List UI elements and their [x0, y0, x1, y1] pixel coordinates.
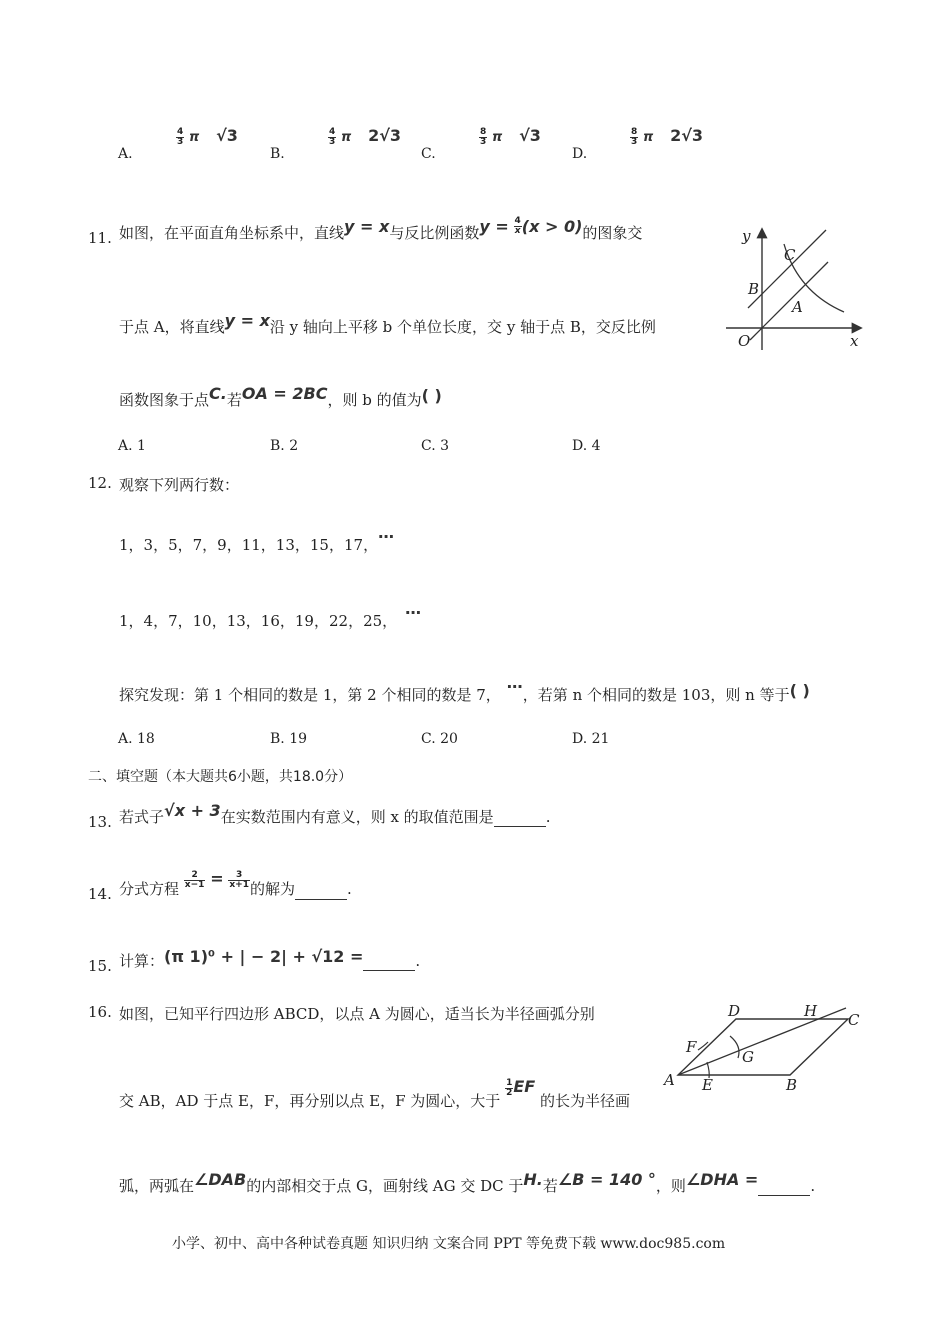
- q11-label-o: O: [738, 332, 751, 350]
- q12-stem: 观察下列两行数：: [119, 476, 240, 494]
- q12-row2: 1，4，7，10，13，16，19，22，25， ⋯: [119, 603, 422, 630]
- q12-option-d: D. 21: [572, 731, 610, 747]
- q10-option-d-math: $\frac{8}{3}$ π 2√3: [631, 126, 704, 147]
- q11-line2: 于点 A，将直线y = x沿 y 轴向上平移 b 个单位长度，交 y 轴于点 B，交反比例: [119, 311, 656, 336]
- q14-answer-blank[interactable]: [295, 885, 347, 900]
- q11-option-b: B. 2: [270, 438, 299, 454]
- q15-number: 15.: [88, 957, 112, 975]
- q11-label-c: C: [784, 246, 796, 264]
- q12-option-a: A. 18: [118, 731, 155, 747]
- q10-option-b-label: B.: [270, 146, 285, 162]
- page-footer: 小学、初中、高中各种试卷真题 知识归纳 文案合同 PPT 等免费下载 www.doc985.com: [172, 1236, 726, 1252]
- q12-option-b: B. 19: [270, 731, 308, 747]
- q11-option-c: C. 3: [421, 438, 450, 454]
- q15-answer-blank[interactable]: [363, 956, 415, 971]
- q11-number: 11.: [88, 229, 112, 247]
- q11-shifted-line: [748, 230, 826, 308]
- q16-figure: [660, 1000, 870, 1095]
- q16-parallelogram: [678, 1019, 848, 1075]
- q12-row1: 1，3，5，7，9，11，13，15，17，⋯: [119, 527, 395, 554]
- q15-text: 计算：(π 1)⁰ + | − 2| + √12 = .: [119, 947, 421, 970]
- q16-label-h: H: [804, 1002, 818, 1020]
- q10-option-d-label: D.: [572, 146, 588, 162]
- q12-question: 探究发现：第 1 个相同的数是 1，第 2 个相同的数是 7， ⋯，若第 n 个相同的数是 103，则 n 等于( ): [119, 677, 810, 704]
- q11-label-y: y: [742, 227, 751, 245]
- q16-arc-g: [730, 1036, 739, 1058]
- q12-number: 12.: [88, 474, 112, 492]
- q13-text: 若式子√x + 3在实数范围内有意义，则 x 的取值范围是 .: [119, 801, 551, 826]
- q16-label-g: G: [742, 1048, 754, 1066]
- q16-label-c: C: [848, 1011, 860, 1029]
- q11-line3: 函数图象于点C.若OA = 2BC，则 b 的值为( ): [119, 384, 442, 409]
- q12-option-c: C. 20: [421, 731, 458, 747]
- q11-option-d: D. 4: [572, 438, 601, 454]
- q16-arc-f: [698, 1042, 708, 1050]
- q10-option-c-math: $\frac{8}{3}$ π √3: [480, 126, 541, 147]
- q11-option-a: A. 1: [118, 438, 146, 454]
- q16-label-f: F: [686, 1038, 697, 1056]
- q16-label-d: D: [728, 1002, 741, 1020]
- q16-answer-blank[interactable]: [758, 1181, 810, 1196]
- q16-line3: 弧，两弧在∠DAB的内部相交于点 G，画射线 AG 交 DC 于H.若∠B = 140 °，则∠DHA = .: [119, 1170, 816, 1195]
- q16-label-a: A: [664, 1071, 675, 1089]
- q10-option-c-label: C.: [421, 146, 436, 162]
- q14-text: 分式方程 $\frac{2}{x-1}$ = $\frac{3}{x+1}$ 的解为 .: [119, 869, 352, 898]
- q10-option-a-math: $\frac{4}{3}$ π √3: [177, 126, 238, 147]
- q16-ray-ag: [678, 1008, 846, 1075]
- q10-option-b-math: $\frac{4}{3}$ π 2√3: [329, 126, 402, 147]
- q16-number: 16.: [88, 1003, 112, 1021]
- q13-number: 13.: [88, 813, 112, 831]
- q13-answer-blank[interactable]: [494, 812, 546, 827]
- q11-label-x: x: [850, 332, 859, 350]
- q10-option-a-label: A.: [118, 146, 133, 162]
- q14-number: 14.: [88, 885, 112, 903]
- q16-label-b: B: [786, 1076, 798, 1094]
- q16-line2: 交 AB，AD 于点 E，F，再分别以点 E，F 为圆心，大于 $\frac{1}{2}$ EF 的长为半径画: [119, 1077, 630, 1110]
- section-2-heading: 二、填空题（本大题共6小题，共18.0分）: [88, 769, 353, 785]
- q16-line1: 如图，已知平行四边形 ABCD，以点 A 为圆心，适当长为半径画弧分别: [119, 1005, 595, 1023]
- q11-figure: [720, 222, 870, 357]
- q11-label-a: A: [792, 298, 803, 316]
- q11-label-b: B: [748, 280, 760, 298]
- q11-line1: 如图，在平面直角坐标系中，直线y = x与反比例函数y = $\frac{4}{x}$ (x > 0)的图象交: [119, 215, 643, 242]
- q16-label-e: E: [702, 1076, 713, 1094]
